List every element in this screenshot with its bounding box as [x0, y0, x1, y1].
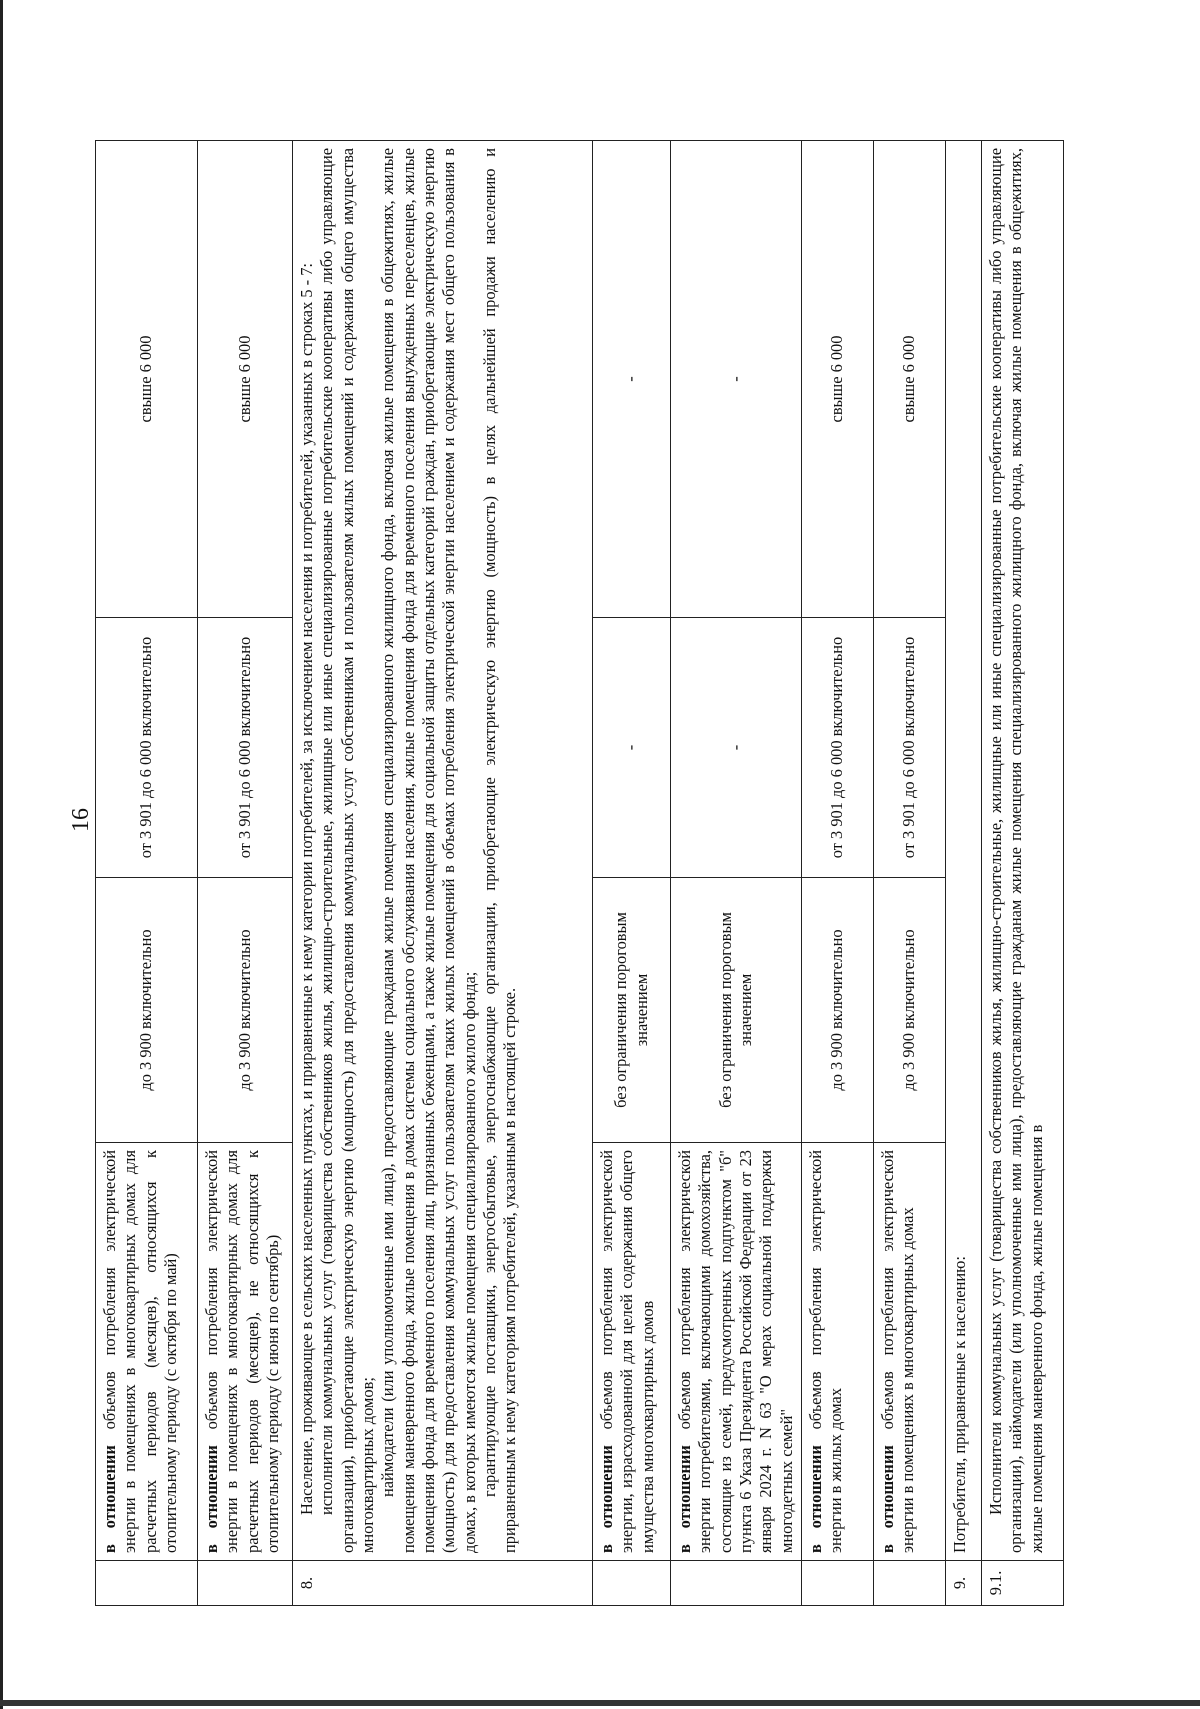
- category-lead: в отношении: [878, 1445, 898, 1553]
- rotated-table-container: [95, 141, 1105, 1606]
- row-number: 9.1.: [982, 1561, 1064, 1606]
- category-text: объемов потребления электрической энергии в помещениях в многоквартирных домах для расчетных периодов (месяцев), относящихся к отопительному периоду (с октября по май): [100, 1150, 181, 1553]
- tariff-table: [95, 140, 1064, 1606]
- scan-edge-left: [0, 0, 3, 1709]
- category-cell: [198, 1143, 293, 1561]
- row-number: [96, 1561, 198, 1606]
- range-low-cell: без ограничения пороговым значением: [671, 878, 802, 1143]
- section-9-text: Потребители, приравненные к населению:: [946, 141, 982, 1561]
- range-low-cell: до 3 900 включительно: [802, 878, 874, 1143]
- category-cell: [671, 1143, 802, 1561]
- category-cell: [802, 1143, 874, 1561]
- range-low-cell: без ограничения пороговым значением: [593, 878, 671, 1143]
- range-low-cell: до 3 900 включительно: [96, 878, 198, 1143]
- category-text: объемов потребления электрической энергии в помещениях в многоквартирных домах: [878, 1150, 918, 1553]
- category-cell: [96, 1143, 198, 1561]
- row-number: [874, 1561, 946, 1606]
- category-text: объемов потребления электрической энергии в помещениях в многоквартирных домах для расчетных периодов (месяцев), не относящихся к отопительному периоду (с июня по сентябрь): [202, 1150, 283, 1553]
- section-8-paragraph: гарантирующие поставщики, энергосбытовые, энергоснабжающие организации, приобретающие электрическую энергию (мощность) в целях дальнейшей продажи населению и приравненным к нему категориям потребителей, указанным в настоящей строке.: [480, 148, 520, 1553]
- section-9-1-text: [982, 141, 1064, 1561]
- section-8-text: [293, 141, 593, 1561]
- range-mid-cell: от 3 901 до 6 000 включительно: [198, 618, 293, 878]
- range-high-cell: свыше 6 000: [96, 141, 198, 618]
- range-mid-cell: от 3 901 до 6 000 включительно: [874, 618, 946, 878]
- table-row: [198, 141, 293, 1606]
- range-mid-cell: от 3 901 до 6 000 включительно: [802, 618, 874, 878]
- category-text: объемов потребления электрической энергии потребителями, включающими домохозяйства, состоящие из семей, предусмотренных подпунктом "б" пункта 6 Указа Президента Российской Федерации от 23 января 2024 г. N 63 "О мерах социальной поддержки многодетных семей": [675, 1150, 796, 1553]
- category-cell: [874, 1143, 946, 1561]
- section-8-paragraph: Население, проживающее в сельских населенных пунктах, и приравненные к нему категории потребителей, за исключением населения и потребителей, указанных в строках 5 - 7:: [297, 263, 316, 1515]
- category-lead: в отношении: [675, 1445, 694, 1553]
- range-mid-cell: -: [671, 618, 802, 878]
- section-8-paragraph: наймодатели (или уполномоченные ими лица), предоставляющие гражданам жилые помещения специализированного жилищного фонда, включая жилые помещения в общежитиях, жилые помещения маневренного фонда, жилые помещения в домах системы социального обслуживания населения, жилые помещения фонда для временного поселения вынужденных переселенцев, жилые помещения фонда для временного поселения лиц, признанных беженцами, а также жилые помещения для социальной защиты отдельных категорий граждан, приобретающие электрическую энергию (мощность) для предоставления коммунальных услуг пользователям таких жилых помещений в объемах потребления электрической энергии населением и содержания мест общего пользования в домах, в которых имеются жилые помещения специализированного жилого фонда;: [378, 148, 479, 1553]
- section-9-row: [946, 141, 982, 1606]
- range-high-cell: свыше 6 000: [874, 141, 946, 618]
- table-row: [96, 141, 198, 1606]
- range-mid-cell: -: [593, 618, 671, 878]
- table-row: [593, 141, 671, 1606]
- category-lead: в отношении: [597, 1445, 616, 1553]
- category-text: объемов потребления электрической энергии в жилых домах: [806, 1150, 846, 1553]
- section-8-row: [293, 141, 593, 1606]
- range-high-cell: -: [671, 141, 802, 618]
- section-9-1-row: [982, 141, 1064, 1606]
- row-number: 8.: [293, 1561, 593, 1606]
- category-cell: [593, 1143, 671, 1561]
- row-number: [671, 1561, 802, 1606]
- row-number: 9.: [946, 1561, 982, 1606]
- section-8-paragraph: исполнители коммунальных услуг (товарищества собственников жилья, жилищно-строительные, жилищные или иные специализированные потребительские кооперативы либо управляющие организации), приобретающие электрическую энергию (мощность) для предоставления коммунальных услуг собственникам и пользователям жилых помещений и содержания общего имущества многоквартирных домов;: [317, 148, 378, 1553]
- range-low-cell: до 3 900 включительно: [198, 878, 293, 1143]
- table-row: [874, 141, 946, 1606]
- table-row: [802, 141, 874, 1606]
- category-text: объемов потребления электрической энергии, израсходованной для целей содержания общего имущества многоквартирных домов: [597, 1150, 657, 1553]
- range-high-cell: -: [593, 141, 671, 618]
- section-9-1-paragraph: Исполнители коммунальных услуг (товарищества собственников жилья, жилищно-строительные, жилищные или иные специализированные потребительские кооперативы либо управляющие организации), наймодатели (или уполномоченные ими лица), предоставляющие гражданам жилые помещения специализированного жилищного фонда, включая жилые помещения в общежитиях, жилые помещения маневренного фонда, жилые помещения в: [986, 148, 1046, 1553]
- category-lead: в отношении: [100, 1445, 119, 1553]
- range-low-cell: до 3 900 включительно: [874, 878, 946, 1143]
- scan-edge-bottom: [0, 1700, 1200, 1706]
- row-number: [802, 1561, 874, 1606]
- category-lead: в отношении: [202, 1445, 221, 1553]
- range-mid-cell: от 3 901 до 6 000 включительно: [96, 618, 198, 878]
- page-number: 16: [68, 808, 94, 832]
- range-high-cell: свыше 6 000: [198, 141, 293, 618]
- table-row: [671, 141, 802, 1606]
- row-number: [593, 1561, 671, 1606]
- range-high-cell: свыше 6 000: [802, 141, 874, 618]
- category-lead: в отношении: [806, 1445, 826, 1553]
- row-number: [198, 1561, 293, 1606]
